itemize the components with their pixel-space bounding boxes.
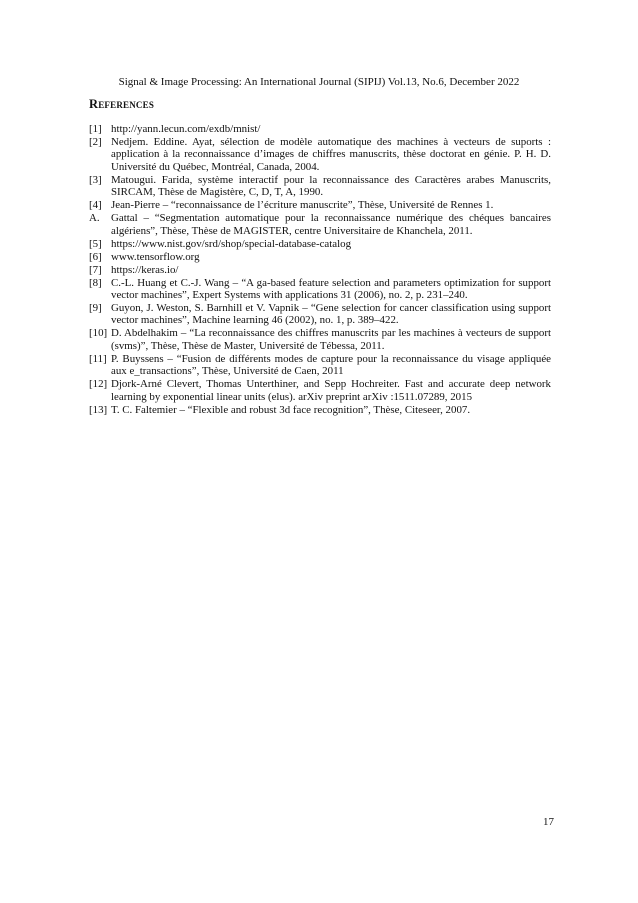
reference-label: [4]	[89, 199, 102, 212]
reference-label: [3]	[89, 173, 102, 186]
reference-text: Gattal – “Segmentation automatique pour la reconnaissance numérique des chéques bancaires algériens”, Thèse, Thèse de MAGISTER, centre Universitaire de Khanchela, 2011.	[111, 212, 551, 237]
reference-item	[89, 136, 551, 173]
reference-item	[89, 353, 551, 378]
reference-item	[89, 378, 551, 403]
reference-item	[89, 199, 551, 211]
reference-text: Guyon, J. Weston, S. Barnhill et V. Vapnik – “Gene selection for cancer classification using support vector machines”, Machine learning 46 (2002), no. 1, p. 389–422.	[111, 302, 551, 327]
reference-label: A.	[89, 212, 100, 225]
reference-text: C.-L. Huang et C.-J. Wang – “A ga-based feature selection and parameters optimization for support vector machines”, Expert Systems with applications 31 (2006), no. 2, p. 231–240.	[111, 276, 551, 302]
reference-label: [6]	[89, 250, 102, 263]
reference-item	[89, 302, 551, 327]
reference-label: [10]	[89, 327, 108, 340]
reference-item	[89, 277, 551, 302]
reference-label: [11]	[89, 352, 107, 365]
page-number: 17	[543, 816, 554, 828]
reference-label: [5]	[89, 237, 102, 250]
reference-label: [9]	[89, 302, 102, 315]
reference-label: [7]	[89, 263, 102, 276]
reference-item	[89, 264, 551, 276]
reference-item	[89, 212, 551, 237]
reference-text: P. Buyssens – “Fusion de différents modes de capture pour la reconnaissance du visage appliquée aux e_transactions”, Thèse, Université de Caen, 2011	[111, 352, 551, 378]
reference-text: T. C. Faltemier – “Flexible and robust 3d face recognition”, Thèse, Citeseer, 2007.	[111, 403, 471, 416]
reference-text: http://yann.lecun.com/exdb/mnist/	[111, 123, 261, 135]
reference-item	[89, 123, 551, 135]
reference-list	[89, 123, 551, 417]
reference-item	[89, 174, 551, 199]
reference-label: [13]	[89, 403, 108, 416]
reference-text: www.tensorflow.org	[111, 250, 200, 263]
reference-item	[89, 251, 551, 263]
reference-text: Matougui. Farida, système interactif pour la reconnaissance des Caractères arabes Manuscrits, SIRCAM, Thèse de Magistère, C, D, T, A, 1990.	[111, 173, 551, 199]
reference-label: [1]	[89, 123, 102, 135]
reference-text: D. Abdelhakim – “La reconnaissance des chiffres manuscrits par les machines à vecteurs de support (svms)”, Thèse, Thèse de Master, Université de Tébessa, 2011.	[111, 327, 551, 352]
section-title: References	[89, 97, 155, 111]
running-header: Signal & Image Processing: An International Journal (SIPIJ) Vol.13, No.6, December 2022	[118, 76, 520, 88]
reference-label: [8]	[89, 276, 102, 289]
reference-item	[89, 404, 551, 416]
reference-text: Nedjem. Eddine. Ayat, sélection de modèle automatique des machines à vecteurs de suports : application à la reconnaissance d’images de chiffres manuscrits, thèse doctorat en génie. P. H. D. Université du Québec, Montréal, Canada, 2004.	[111, 136, 551, 173]
reference-label: [2]	[89, 136, 102, 148]
reference-text: https://keras.io/	[111, 263, 179, 276]
reference-text: Jean-Pierre – “reconnaissance de l’écriture manuscrite”, Thèse, Université de Rennes 1.	[111, 199, 494, 212]
reference-item	[89, 327, 551, 352]
reference-text: Djork-Arné Clevert, Thomas Unterthiner, and Sepp Hochreiter. Fast and accurate deep network learning by exponential linear units (elus). arXiv preprint arXiv :1511.07289, 2015	[111, 378, 551, 403]
reference-label: [12]	[89, 378, 108, 391]
reference-text: https://www.nist.gov/srd/shop/special-database-catalog	[111, 237, 352, 250]
reference-item	[89, 238, 551, 250]
